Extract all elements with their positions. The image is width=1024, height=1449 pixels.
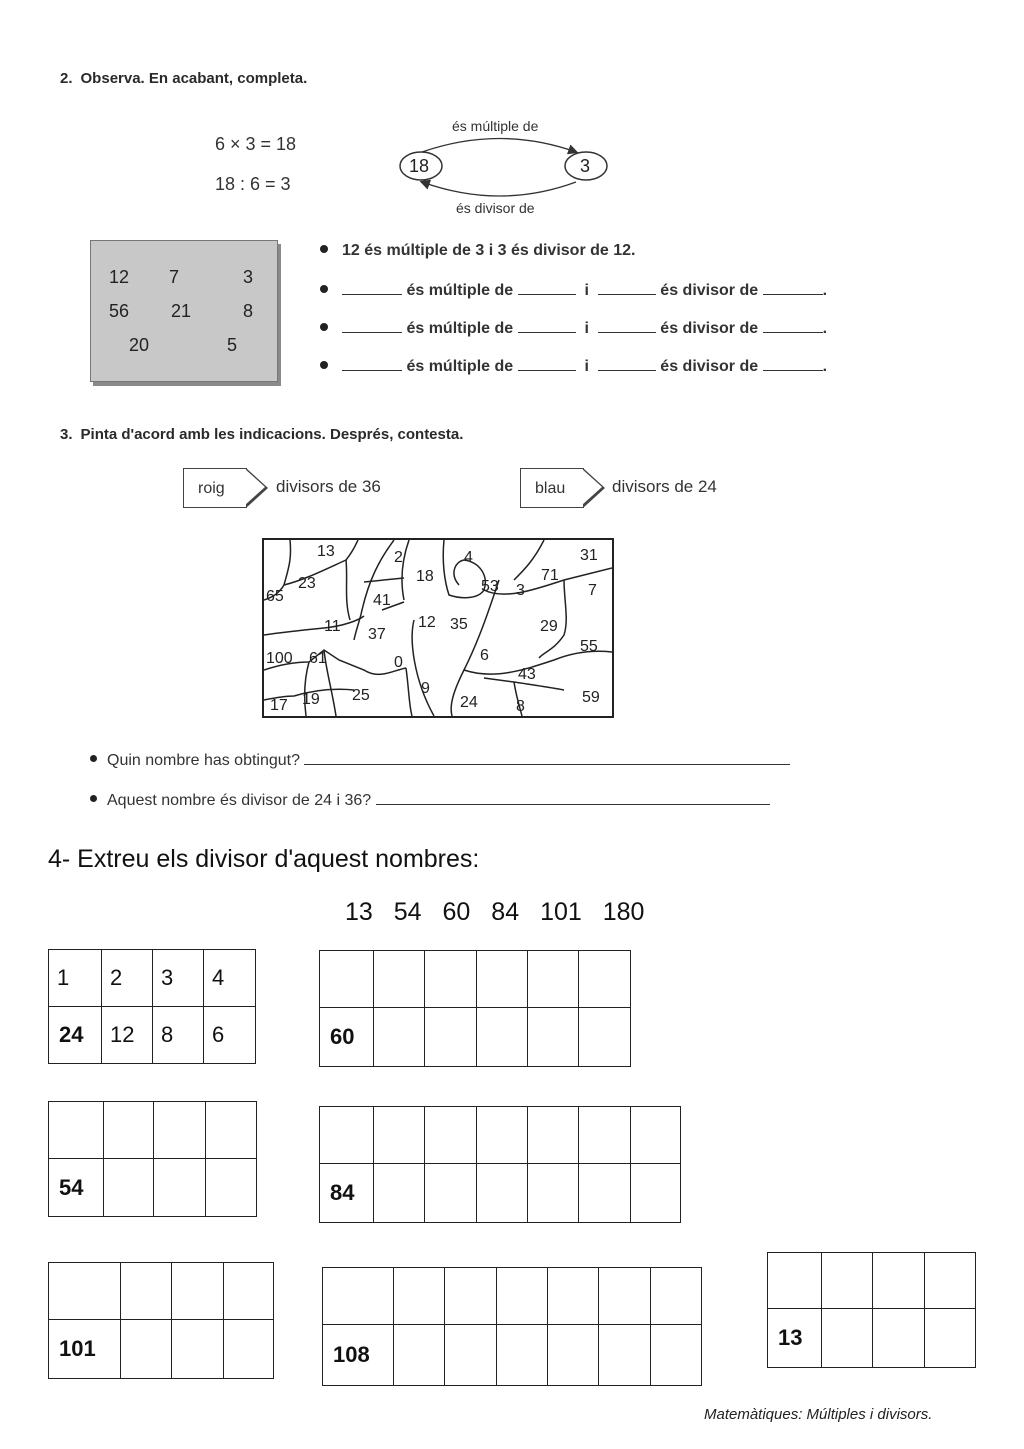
answer-cell[interactable] xyxy=(579,1008,631,1067)
bullet-icon xyxy=(320,323,328,331)
exercise-2-title-text: Observa. En acabant, completa. xyxy=(80,70,308,87)
answer-cell[interactable] xyxy=(631,1107,681,1164)
number-item: 13 xyxy=(345,898,373,926)
answer-cell[interactable] xyxy=(528,1107,579,1164)
puzzle-number: 9 xyxy=(421,680,430,697)
page-footer: Matemàtiques: Múltiples i divisors. xyxy=(704,1406,933,1423)
card-number: 56 xyxy=(109,301,130,321)
arrow-label-divisor: és divisor de xyxy=(456,200,535,216)
puzzle-number: 18 xyxy=(416,568,434,585)
blank-field[interactable] xyxy=(518,280,576,295)
tag-blue: blau xyxy=(520,468,584,508)
table-cell: 12 xyxy=(102,1007,153,1064)
answer-cell[interactable] xyxy=(579,951,631,1008)
blank-field[interactable] xyxy=(598,356,656,371)
exercise-3-number: 3. xyxy=(60,426,73,443)
tag-red: roig xyxy=(183,468,247,508)
answer-cell[interactable] xyxy=(651,1268,702,1325)
equation-multiplication: 6 × 3 = 18 xyxy=(215,134,297,154)
answer-cell[interactable] xyxy=(599,1325,651,1386)
puzzle-number: 7 xyxy=(588,582,597,599)
answer-line-2[interactable] xyxy=(376,790,770,805)
answer-cell[interactable] xyxy=(104,1159,154,1217)
puzzle-number: 100 xyxy=(266,650,293,667)
card-number: 21 xyxy=(171,301,192,321)
divisor-table-101 xyxy=(48,1262,274,1379)
answer-cell[interactable] xyxy=(425,1164,477,1223)
answer-cell[interactable] xyxy=(49,1263,121,1320)
blank-field[interactable] xyxy=(342,280,402,295)
divisor-arrow xyxy=(422,182,576,196)
answer-cell[interactable] xyxy=(224,1263,274,1320)
answer-cell[interactable] xyxy=(154,1159,206,1217)
answer-cell[interactable] xyxy=(374,1008,425,1067)
answer-cell[interactable] xyxy=(477,1107,528,1164)
blank-sentence-3: és múltiple de i és divisor de . xyxy=(320,356,827,376)
number-item: 101 xyxy=(540,898,582,926)
divisor-table-13 xyxy=(767,1252,976,1368)
puzzle-number: 55 xyxy=(580,638,598,655)
puzzle-number: 61 xyxy=(309,650,327,667)
answer-cell[interactable] xyxy=(374,951,425,1008)
puzzle-number: 41 xyxy=(373,592,391,609)
answer-cell[interactable] xyxy=(49,1102,104,1159)
table-label: 60 xyxy=(320,1008,374,1067)
arrow-label-multiple: és múltiple de xyxy=(452,118,539,134)
answer-cell[interactable] xyxy=(548,1268,599,1325)
puzzle-number: 29 xyxy=(540,618,558,635)
answer-cell[interactable] xyxy=(477,1164,528,1223)
puzzle-number: 8 xyxy=(516,698,525,715)
answer-cell[interactable] xyxy=(121,1320,172,1379)
answer-cell[interactable] xyxy=(172,1320,224,1379)
card-number: 8 xyxy=(243,301,254,321)
blank-field[interactable] xyxy=(763,318,823,333)
number-item: 54 xyxy=(393,898,422,926)
blank-sentence-1: és múltiple de i és divisor de . xyxy=(320,280,827,300)
circle-left-value: 18 xyxy=(409,156,430,176)
answer-cell[interactable] xyxy=(374,1107,425,1164)
answer-cell[interactable] xyxy=(154,1102,206,1159)
table-label: 108 xyxy=(323,1325,394,1386)
divisor-table-60 xyxy=(319,950,631,1067)
bullet-icon xyxy=(320,361,328,369)
blank-field[interactable] xyxy=(598,280,656,295)
puzzle-number: 12 xyxy=(418,614,436,631)
puzzle-number: 2 xyxy=(394,549,403,566)
exercise-3-title-text: Pinta d'acord amb les indicacions. Després, contesta. xyxy=(80,426,464,443)
exercise-3-title xyxy=(60,426,463,443)
tag-red-text: divisors de 36 xyxy=(276,477,381,496)
answer-cell[interactable] xyxy=(548,1325,599,1386)
puzzle-number: 59 xyxy=(582,689,600,706)
number-item: 180 xyxy=(602,898,645,926)
answer-cell[interactable] xyxy=(425,1107,477,1164)
bullet-icon xyxy=(320,245,328,253)
blank-field[interactable] xyxy=(763,280,823,295)
answer-cell[interactable] xyxy=(172,1263,224,1320)
answer-cell[interactable] xyxy=(374,1164,425,1223)
answer-cell[interactable] xyxy=(528,1164,579,1223)
puzzle-number: 31 xyxy=(580,547,598,564)
answer-cell[interactable] xyxy=(323,1268,394,1325)
exercise-2-title xyxy=(60,70,307,87)
answer-cell[interactable] xyxy=(579,1107,631,1164)
answer-cell[interactable] xyxy=(477,1008,528,1067)
blank-field[interactable] xyxy=(763,356,823,371)
answer-cell[interactable] xyxy=(425,951,477,1008)
table-label: 13 xyxy=(768,1309,822,1368)
answer-cell[interactable] xyxy=(873,1253,925,1309)
answer-cell[interactable] xyxy=(206,1102,257,1159)
answer-cell[interactable] xyxy=(599,1268,651,1325)
answer-cell[interactable] xyxy=(528,951,579,1008)
multiple-arrow xyxy=(422,139,576,153)
table-cell: 8 xyxy=(153,1007,204,1064)
answer-cell[interactable] xyxy=(822,1253,873,1309)
answer-cell[interactable] xyxy=(497,1325,548,1386)
divisor-table-24 xyxy=(48,949,256,1064)
puzzle-number: 53 xyxy=(481,578,499,595)
blank-field[interactable] xyxy=(518,318,576,333)
answer-cell[interactable] xyxy=(822,1309,873,1368)
answer-cell[interactable] xyxy=(925,1253,976,1309)
table-label: 101 xyxy=(49,1320,121,1379)
puzzle-number: 65 xyxy=(266,588,284,605)
puzzle-number: 13 xyxy=(317,543,335,560)
number-item: 60 xyxy=(442,898,471,926)
answer-cell[interactable] xyxy=(425,1008,477,1067)
blank-field[interactable] xyxy=(342,356,402,371)
answer-cell[interactable] xyxy=(925,1309,976,1368)
equation-division: 18 : 6 = 3 xyxy=(215,174,291,194)
bullet-icon xyxy=(90,795,97,802)
puzzle-number: 25 xyxy=(352,687,370,704)
table-cell: 4 xyxy=(204,950,256,1007)
blank-field[interactable] xyxy=(598,318,656,333)
puzzle-number: 71 xyxy=(541,567,559,584)
answer-cell[interactable] xyxy=(873,1309,925,1368)
card-number: 7 xyxy=(169,267,180,287)
answer-cell[interactable] xyxy=(651,1325,702,1386)
card-number: 5 xyxy=(227,335,238,355)
answer-cell[interactable] xyxy=(206,1159,257,1217)
answer-cell[interactable] xyxy=(579,1164,631,1223)
table-label: 84 xyxy=(320,1164,374,1223)
answer-cell[interactable] xyxy=(224,1320,274,1379)
numbers-list xyxy=(345,898,644,927)
number-item: 84 xyxy=(491,898,520,926)
question-1: Quin nombre has obtingut? xyxy=(90,750,790,770)
bullet-icon xyxy=(90,755,97,762)
puzzle-number: 0 xyxy=(394,654,403,671)
answer-cell[interactable] xyxy=(320,951,374,1008)
exercise-4-title: 4- Extreu els divisor d'aquest nombres: xyxy=(48,845,480,873)
table-label: 54 xyxy=(49,1159,104,1217)
answer-line-1[interactable] xyxy=(304,750,790,765)
answer-cell[interactable] xyxy=(631,1164,681,1223)
table-cell: 1 xyxy=(49,950,102,1007)
circle-right-value: 3 xyxy=(580,156,591,176)
divisor-table-108 xyxy=(322,1267,702,1386)
answer-cell[interactable] xyxy=(104,1102,154,1159)
puzzle-number: 19 xyxy=(302,691,320,708)
answer-cell[interactable] xyxy=(445,1325,497,1386)
color-puzzle[interactable] xyxy=(262,538,614,718)
divisor-table-84 xyxy=(319,1106,681,1223)
puzzle-number: 43 xyxy=(518,666,536,683)
puzzle-number: 4 xyxy=(464,549,473,566)
blank-field[interactable] xyxy=(342,318,402,333)
puzzle-number: 24 xyxy=(460,694,478,711)
blank-field[interactable] xyxy=(518,356,576,371)
answer-cell[interactable] xyxy=(394,1268,445,1325)
table-cell: 3 xyxy=(153,950,204,1007)
puzzle-number: 6 xyxy=(480,647,489,664)
answer-cell[interactable] xyxy=(121,1263,172,1320)
tag-blue-text: divisors de 24 xyxy=(612,477,717,496)
puzzle-number: 3 xyxy=(516,582,525,599)
table-cell: 6 xyxy=(204,1007,256,1064)
card-number: 20 xyxy=(129,335,150,355)
puzzle-number: 11 xyxy=(324,618,341,635)
answer-cell[interactable] xyxy=(497,1268,548,1325)
number-card xyxy=(90,240,278,382)
puzzle-number: 35 xyxy=(450,616,468,633)
puzzle-number: 17 xyxy=(270,697,288,714)
card-number: 12 xyxy=(109,267,130,287)
puzzle-number: 23 xyxy=(298,575,316,592)
answer-cell[interactable] xyxy=(528,1008,579,1067)
bullet-icon xyxy=(320,285,328,293)
answer-cell[interactable] xyxy=(477,951,528,1008)
exercise-2-number: 2. xyxy=(60,70,73,87)
example-sentence: 12 és múltiple de 3 i 3 és divisor de 12. xyxy=(320,242,635,260)
answer-cell[interactable] xyxy=(768,1253,822,1309)
answer-cell[interactable] xyxy=(394,1325,445,1386)
divisor-table-54 xyxy=(48,1101,257,1217)
answer-cell[interactable] xyxy=(320,1107,374,1164)
card-number: 3 xyxy=(243,267,254,287)
table-cell: 2 xyxy=(102,950,153,1007)
answer-cell[interactable] xyxy=(445,1268,497,1325)
blank-sentence-2: és múltiple de i és divisor de . xyxy=(320,318,827,338)
question-2: Aquest nombre és divisor de 24 i 36? xyxy=(90,790,770,810)
puzzle-number: 37 xyxy=(368,626,386,643)
puzzle-lines xyxy=(264,540,612,716)
table-label: 24 xyxy=(49,1007,102,1064)
